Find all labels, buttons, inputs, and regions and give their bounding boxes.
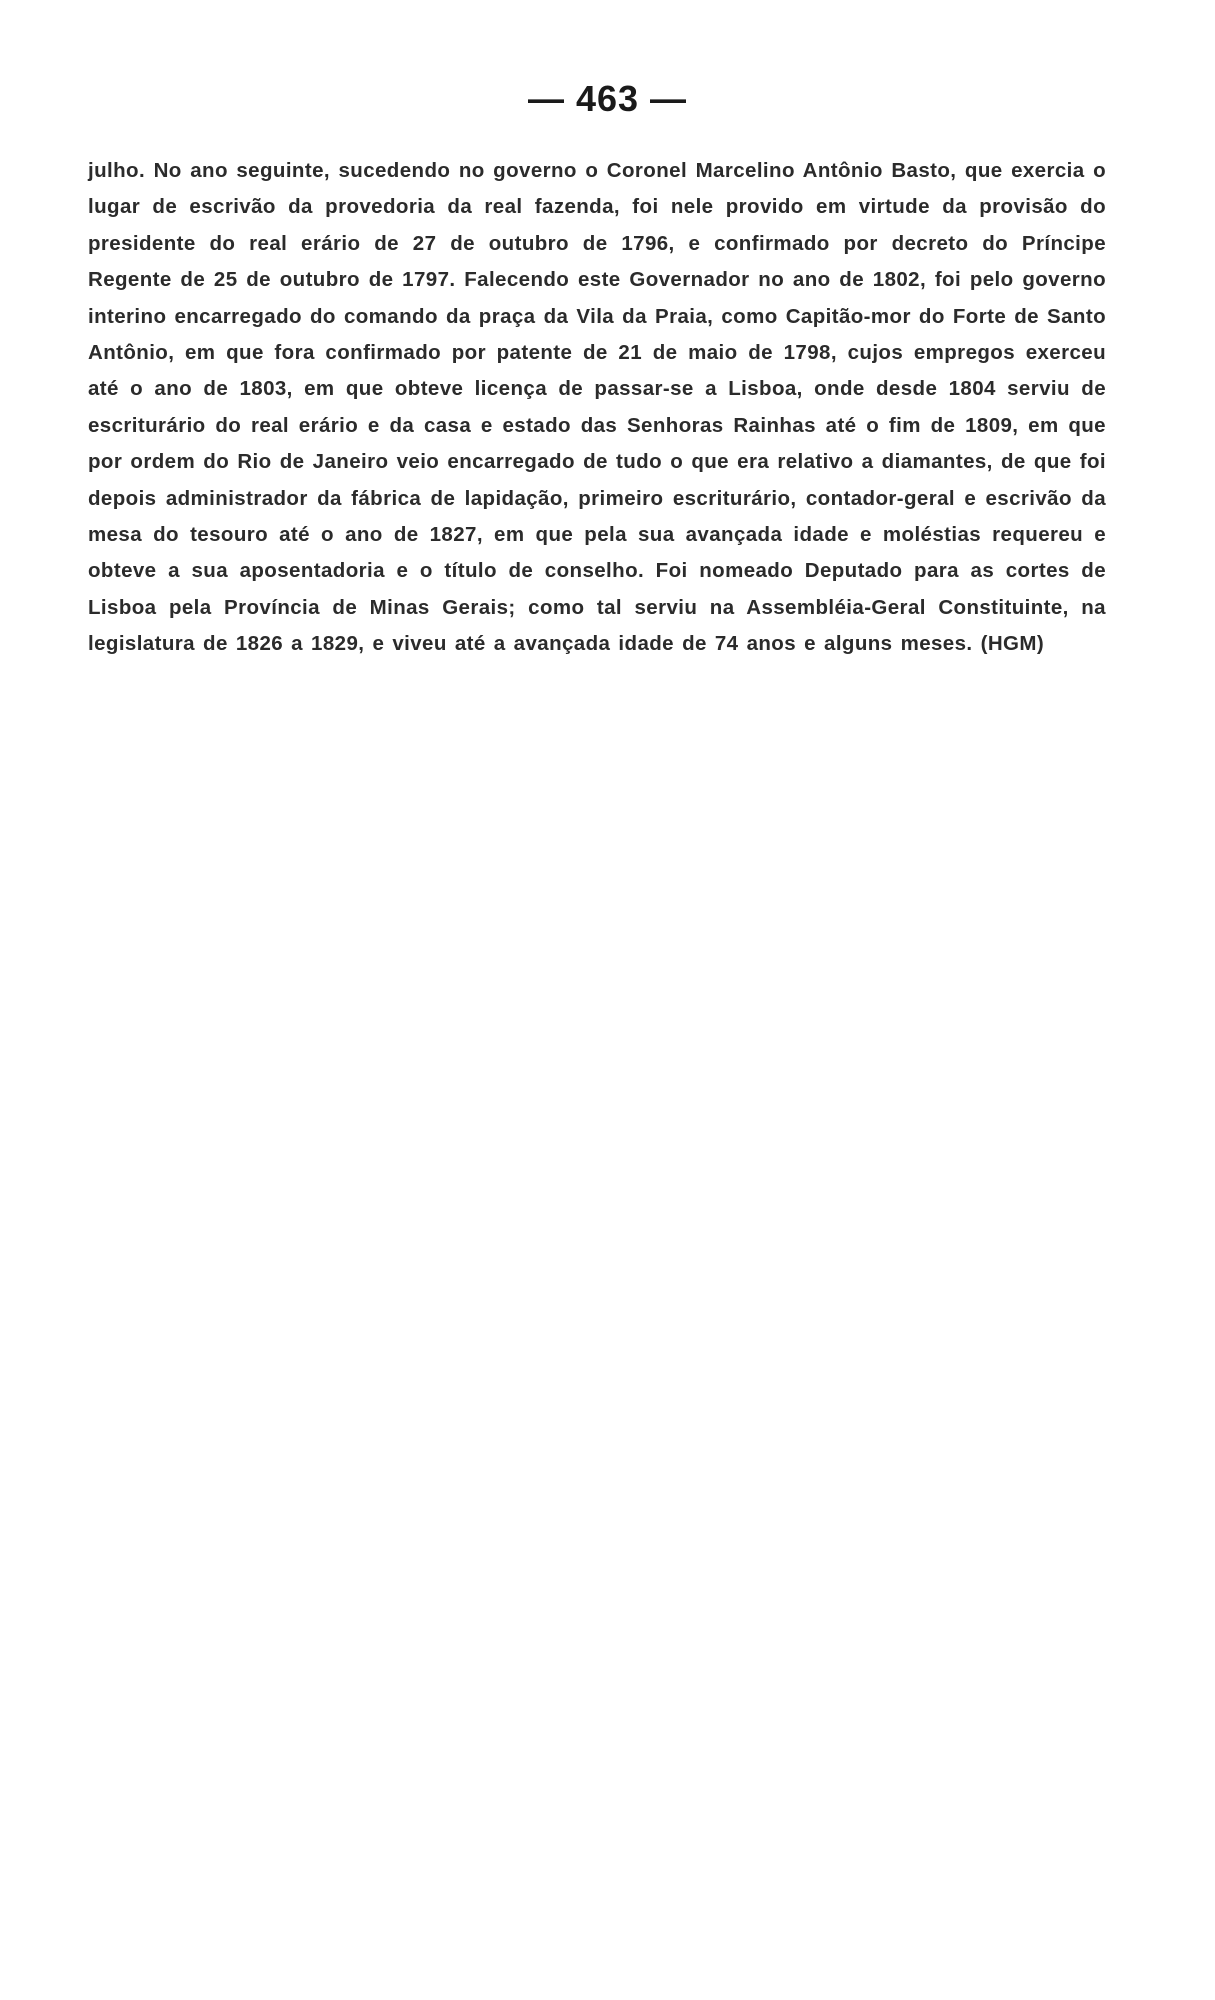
- body-paragraph: julho. No ano seguinte, sucedendo no governo o Coronel Marcelino Antônio Basto, que exercia o lugar de escrivão da provedoria da real fazenda, foi nele provido em virtude da provisão do presidente do real erário de 27 de outubro de 1796, e confirmado por decreto do Príncipe Regente de 25 de outubro de 1797. Falecendo este Governador no ano de 1802, foi pelo governo interino encarregado do comando da praça da Vila da Praia, como Capitão-mor do Forte de Santo Antônio, em que fora confirmado por patente de 21 de maio de 1798, cujos empregos exerceu até o ano de 1803, em que obteve licença de passar-se a Lisboa, onde desde 1804 serviu de escriturário do real erário e da casa e estado das Senhoras Rainhas até o fim de 1809, em que por ordem do Rio de Janeiro veio encarregado de tudo o que era relativo a diamantes, de que foi depois administrador da fábrica de lapidação, primeiro escriturário, contador-geral e escrivão da mesa do tesouro até o ano de 1827, em que pela sua avançada idade e moléstias requereu e obteve a sua aposentadoria e o título de conselho. Foi nomeado Deputado para as cortes de Lisboa pela Província de Minas Gerais; como tal serviu na Assembléia-Geral Constituinte, na legislatura de 1826 a 1829, e viveu até a avançada idade de 74 anos e alguns meses. (HGM): [88, 159, 1106, 656]
- page-number: — 463 —: [527, 78, 688, 119]
